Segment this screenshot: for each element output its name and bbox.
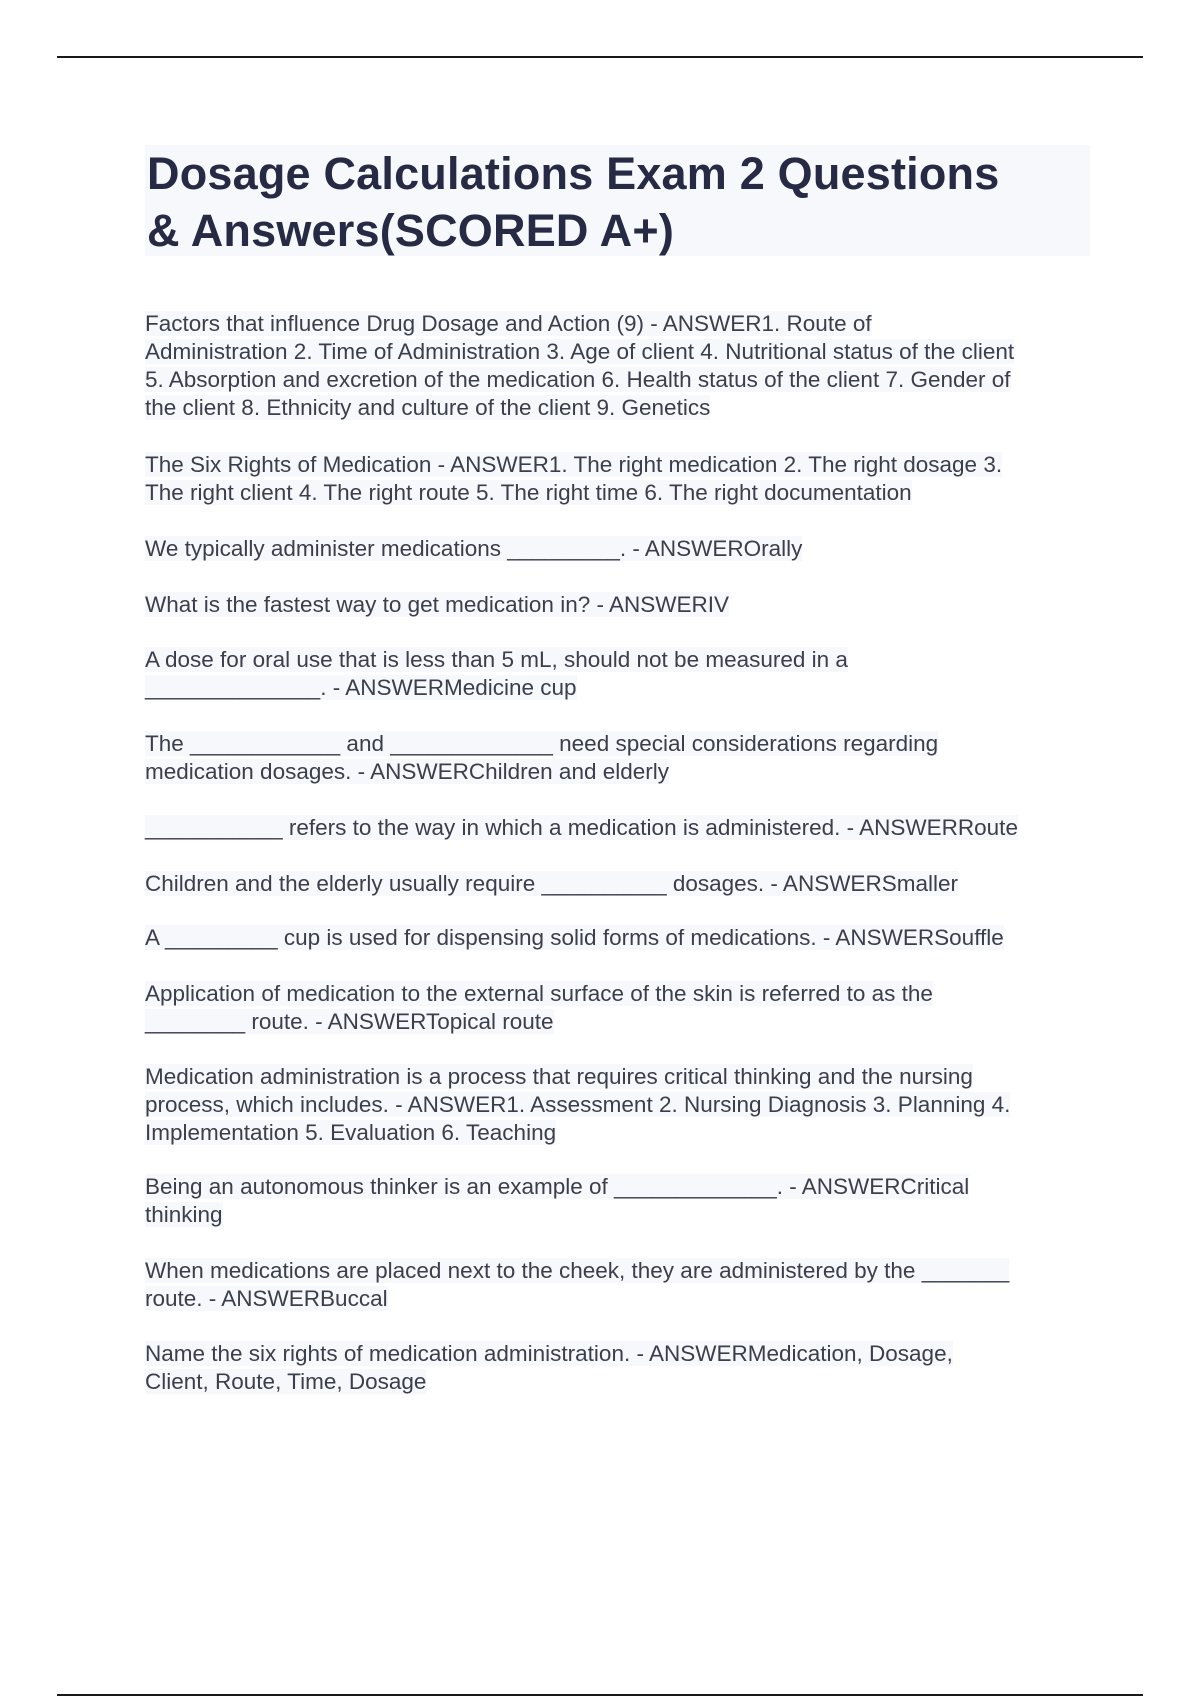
qa-item-text: Application of medication to the external surface of the skin is referred to as the ________ route. - ANSWERTopical route xyxy=(145,981,933,1034)
qa-item-text: We typically administer medications _________. - ANSWEROrally xyxy=(145,536,803,561)
qa-item-1 xyxy=(145,310,1095,422)
qa-item-text: The Six Rights of Medication - ANSWER1. The right medication 2. The right dosage 3. The right client 4. The right route 5. The right time 6. The right documentation xyxy=(145,452,1003,505)
qa-item-text: Being an autonomous thinker is an example of _____________. - ANSWERCritical thinking xyxy=(145,1174,970,1227)
qa-item-3 xyxy=(145,535,1095,563)
qa-item-13 xyxy=(145,1257,1095,1313)
qa-item-text: Name the six rights of medication administration. - ANSWERMedication, Dosage, Client, Route, Time, Dosage xyxy=(145,1341,953,1394)
qa-item-11 xyxy=(145,1063,1095,1147)
title-block xyxy=(145,145,1090,256)
footer-rule xyxy=(57,1694,1143,1696)
qa-item-text: When medications are placed next to the cheek, they are administered by the _______ route. - ANSWERBuccal xyxy=(145,1258,1010,1311)
qa-item-text: What is the fastest way to get medication in? - ANSWERIV xyxy=(145,592,729,617)
qa-item-text: Children and the elderly usually require __________ dosages. - ANSWERSmaller xyxy=(145,871,958,896)
qa-item-9 xyxy=(145,924,1095,952)
qa-item-6 xyxy=(145,730,1095,786)
qa-item-text: Medication administration is a process that requires critical thinking and the nursing process, which includes. - ANSWER1. Assessment 2. Nursing Diagnosis 3. Planning 4. Implementation 5. Evaluation 6. Teaching xyxy=(145,1064,1011,1145)
qa-item-text: A dose for oral use that is less than 5 mL, should not be measured in a ______________. - ANSWERMedicine cup xyxy=(145,647,848,700)
qa-item-7 xyxy=(145,814,1095,842)
qa-item-text: A _________ cup is used for dispensing solid forms of medications. - ANSWERSouffle xyxy=(145,925,1004,950)
qa-item-10 xyxy=(145,980,1095,1036)
header-rule xyxy=(57,56,1143,58)
qa-item-5 xyxy=(145,646,1095,702)
qa-item-14 xyxy=(145,1340,1095,1396)
qa-item-text: ___________ refers to the way in which a medication is administered. - ANSWERRoute xyxy=(145,815,1018,840)
qa-item-8 xyxy=(145,870,1095,898)
qa-list xyxy=(145,310,1095,1396)
qa-item-4 xyxy=(145,591,1095,619)
qa-item-12 xyxy=(145,1173,1095,1229)
qa-item-2 xyxy=(145,451,1095,507)
document-title: Dosage Calculations Exam 2 Questions & Answers(SCORED A+) xyxy=(147,148,1000,256)
qa-item-text: The ____________ and _____________ need special considerations regarding medication dosages. - ANSWERChildren and elderly xyxy=(145,731,939,784)
qa-item-text: Factors that influence Drug Dosage and Action (9) - ANSWER1. Route of Administration 2. Time of Administration 3. Age of client 4. Nutritional status of the client 5. Absorption and excretion of the medication 6. Health status of the client 7. Gender of the client 8. Ethnicity and culture of the client 9. Genetics xyxy=(145,311,1015,420)
